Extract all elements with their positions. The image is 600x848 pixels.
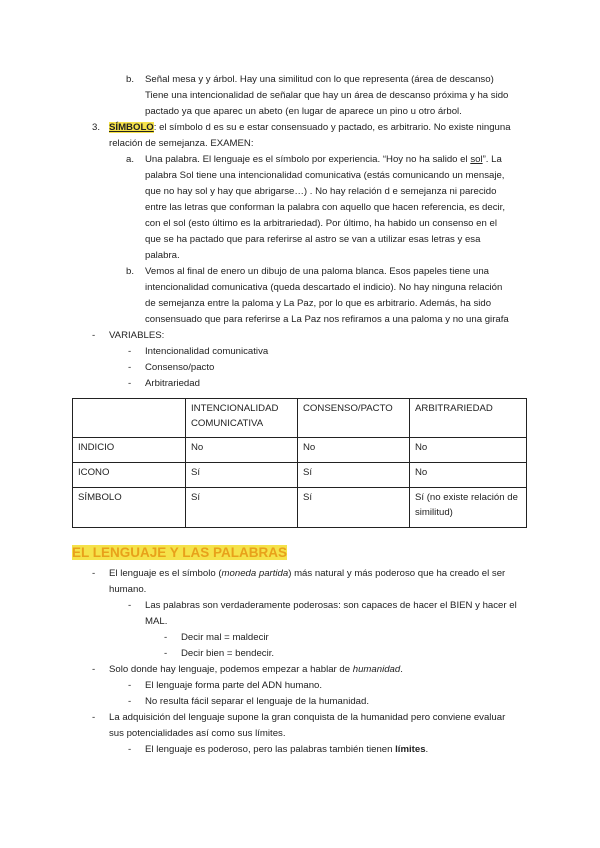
paragraph-line: intencionalidad comunicativa (queda descartado el indicio). No hay ninguna relación: [145, 282, 503, 293]
variable-item: Intencionalidad comunicativa: [145, 346, 269, 357]
table-row: [73, 463, 527, 488]
table-cell: ICONO: [73, 463, 186, 488]
dash-bullet: -: [128, 744, 132, 755]
table-header-cell: CONSENSO/PACTO: [298, 399, 410, 438]
dash-bullet: -: [128, 696, 132, 707]
paragraph-line: consensuado que para referirse a La Paz nos refiramos a una paloma y no una girafa: [145, 314, 509, 325]
table-cell: SÍMBOLO: [73, 488, 186, 528]
table-cell: Sí: [298, 463, 410, 488]
paragraph-line: pactado ya que aparec un abeto (en lugar de aparece un pino u otro árbol.: [145, 106, 462, 117]
properties-table: [72, 398, 527, 528]
table-row: [73, 488, 527, 528]
paragraph-line: MAL.: [145, 616, 168, 627]
paragraph-line: relación de semejanza. EXAMEN:: [109, 138, 254, 149]
paragraph-line: La adquisición del lenguaje supone la gran conquista de la humanidad pero conviene evaluar: [109, 712, 506, 723]
dash-bullet: -: [92, 330, 96, 341]
table-header-cell: INTENCIONALIDAD COMUNICATIVA: [186, 399, 298, 438]
dash-bullet: -: [128, 600, 132, 611]
paragraph-line: humano.: [109, 584, 147, 595]
list-marker: b.: [126, 74, 135, 85]
paragraph-line: de semejanza entre la paloma y La Paz, por lo que es arbitrario. Además, ha sido: [145, 298, 492, 309]
paragraph-line: Solo donde hay lenguaje, podemos empezar a hablar de humanidad.: [109, 664, 403, 675]
dash-bullet: -: [128, 362, 132, 373]
list-item: El lenguaje es poderoso, pero las palabras también tienen límites.: [145, 744, 429, 755]
paragraph-line: que se ha pactado que para referirse al astro se van a utilizar esas letras y esa: [145, 234, 481, 245]
variable-item: Consenso/pacto: [145, 362, 215, 373]
simbolo-term: SÍMBOLO: [109, 122, 154, 133]
table-cell: Sí: [186, 488, 298, 528]
paragraph-line: palabra.: [145, 250, 180, 261]
table-cell: Sí (no existe relación de similitud): [410, 488, 527, 528]
table-row: [73, 438, 527, 463]
paragraph-line: Tiene una intencionalidad de señalar que hay un área de descanso próxima y ha sido: [145, 90, 509, 101]
dash-bullet: -: [92, 568, 96, 579]
table-cell: No: [410, 438, 527, 463]
list-marker: b.: [126, 266, 135, 277]
sol-word: sol: [470, 154, 483, 165]
list-item: Decir bien = bendecir.: [181, 648, 275, 659]
table-cell: INDICIO: [73, 438, 186, 463]
dash-bullet: -: [164, 632, 168, 643]
list-marker: a.: [126, 154, 135, 165]
table-cell: No: [186, 438, 298, 463]
paragraph-line: Una palabra. El lenguaje es el símbolo por experiencia. “Hoy no ha salido el sol”. La: [145, 154, 502, 165]
dash-bullet: -: [164, 648, 168, 659]
variables-label: VARIABLES:: [109, 330, 165, 341]
paragraph-line: sus potencialidades así como sus límites.: [109, 728, 286, 739]
table-cell: No: [410, 463, 527, 488]
paragraph-line: palabra Sol tiene una intencionalidad comunicativa (estás comunicando un mensaje,: [145, 170, 505, 181]
table-header-cell: [73, 399, 186, 438]
table-cell: Sí: [186, 463, 298, 488]
table-header-cell: ARBITRARIEDAD: [410, 399, 527, 438]
paragraph-line: El lenguaje es el símbolo (moneda partida) más natural y más poderoso que ha creado el ser: [109, 568, 506, 579]
paragraph-line: Vemos al final de enero un dibujo de una paloma blanca. Esos papeles tiene una: [145, 266, 490, 277]
paragraph-line: Las palabras son verdaderamente poderosas: son capaces de hacer el BIEN y hacer el: [145, 600, 517, 611]
dash-bullet: -: [128, 378, 132, 389]
variable-item: Arbitrariedad: [145, 378, 200, 389]
list-item: No resulta fácil separar el lenguaje de la humanidad.: [145, 696, 369, 707]
paragraph-line: SÍMBOLO: el símbolo d es su e estar consensuado y pactado, es arbitrario. No existe ninguna: [109, 122, 511, 133]
table-cell: Sí: [298, 488, 410, 528]
dash-bullet: -: [92, 712, 96, 723]
dash-bullet: -: [92, 664, 96, 675]
dash-bullet: -: [128, 680, 132, 691]
table-header-row: [73, 399, 527, 438]
table-cell: No: [298, 438, 410, 463]
paragraph-line: con el sol (esto último es la arbitrariedad). Por último, ha habido un consenso en el: [145, 218, 497, 229]
list-item: Decir mal = maldecir: [181, 632, 269, 643]
list-marker: 3.: [92, 122, 101, 133]
dash-bullet: -: [128, 346, 132, 357]
paragraph-line: que no hay sol y hay que abrigarse…) . No hay relación d e semejanza ni parecido: [145, 186, 497, 197]
list-item: El lenguaje forma parte del ADN humano.: [145, 680, 323, 691]
section-heading: EL LENGUAJE Y LAS PALABRAS: [72, 545, 288, 560]
paragraph-line: entre las letras que conforman la palabra con aquello que hacen referencia, es decir,: [145, 202, 505, 213]
paragraph-line: Señal mesa y y árbol. Hay una similitud con lo que representa (área de descanso): [145, 74, 494, 85]
